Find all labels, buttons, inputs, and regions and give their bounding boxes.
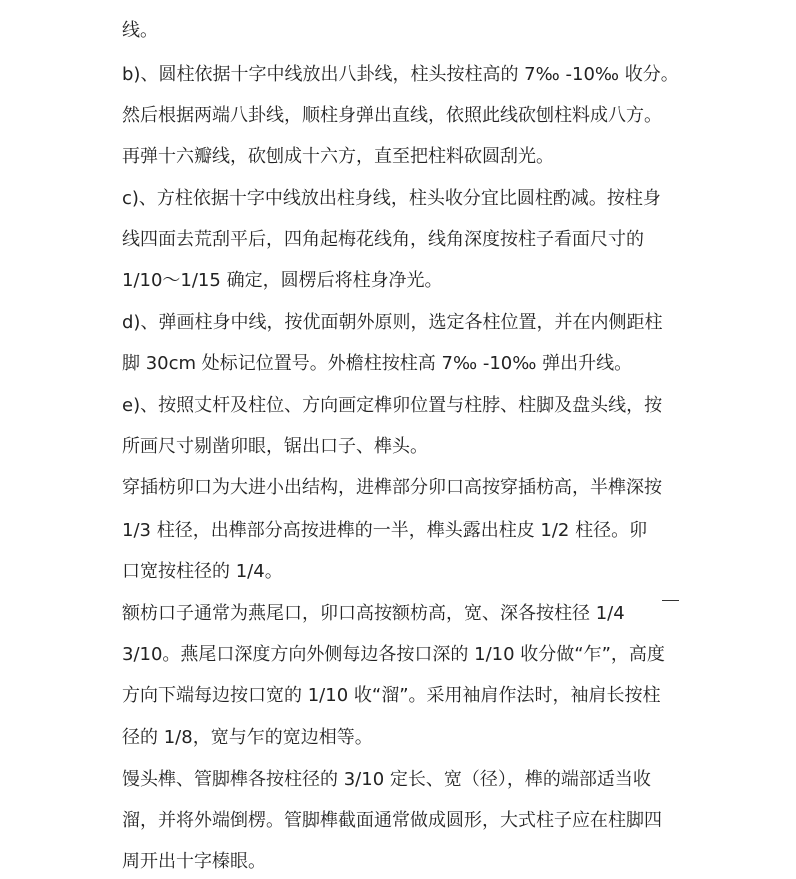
dash-rule — [662, 600, 679, 601]
text-line: 然后根据两端八卦线，顺柱身弹出直线，依照此线砍刨柱料成八方。 — [122, 105, 662, 126]
text-line: 所画尺寸剔凿卯眼，锯出口子、榫头。 — [122, 436, 428, 457]
text-line: 脚 30cm 处标记位置号。外檐柱按柱高 7‰ -10‰ 弹出升线。 — [122, 353, 633, 374]
text-line: 再弹十六瓣线，砍刨成十六方，直至把柱料砍圆刮光。 — [122, 146, 554, 167]
text-line: 周开出十字榛眼。 — [122, 851, 266, 872]
text-line: 额枋口子通常为燕尾口，卯口高按额枋高，宽、深各按柱径 1/4 — [122, 603, 625, 624]
text-line: 方向下端每边按口宽的 1/10 收“溜”。采用袖肩作法时，袖肩长按柱 — [122, 685, 661, 706]
text-line: b)、圆柱依据十字中线放出八卦线，柱头按柱高的 7‰ -10‰ 收分。 — [122, 64, 679, 85]
text-line: 1/10～1/15 确定，圆楞后将柱身净光。 — [122, 270, 443, 291]
text-line: 径的 1/8，宽与乍的宽边相等。 — [122, 727, 373, 748]
text-line: 线四面去荒刮平后，四角起梅花线角，线角深度按柱子看面尺寸的 — [122, 229, 644, 250]
text-line: c)、方柱依据十字中线放出柱身线，柱头收分宜比圆柱酌减。按柱身 — [122, 188, 661, 209]
text-line: 线。 — [122, 20, 158, 41]
text-line: 3/10。燕尾口深度方向外侧每边各按口深的 1/10 收分做“乍”，高度 — [122, 644, 665, 665]
text-line: 口宽按柱径的 1/4。 — [122, 561, 283, 582]
text-line: 溜，并将外端倒楞。管脚榫截面通常做成圆形，大式柱子应在柱脚四 — [122, 810, 662, 831]
text-line: 穿插枋卯口为大进小出结构，进榫部分卯口高按穿插枋高，半榫深按 — [122, 477, 662, 498]
text-line: 1/3 柱径，出榫部分高按进榫的一半，榫头露出柱皮 1/2 柱径。卯 — [122, 520, 648, 541]
text-line: d)、弹画柱身中线，按优面朝外原则，选定各柱位置，并在内侧距柱 — [122, 312, 663, 333]
text-line: 馒头榫、管脚榫各按柱径的 3/10 定长、宽（径），榫的端部适当收 — [122, 769, 651, 790]
text-line: e)、按照丈杆及柱位、方向画定榫卯位置与柱脖、柱脚及盘头线，按 — [122, 395, 663, 416]
